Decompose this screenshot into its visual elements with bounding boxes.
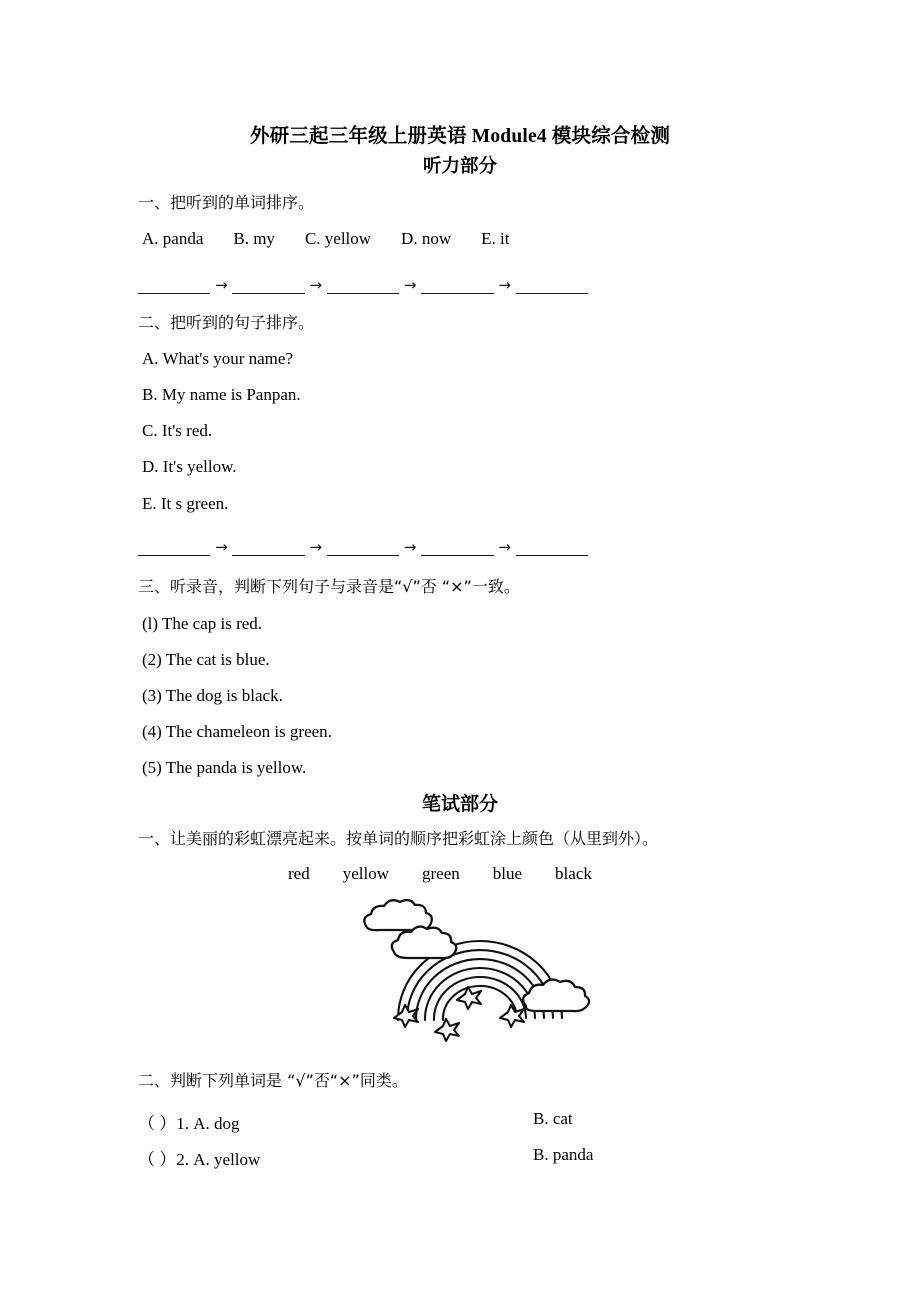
item-number: 1. <box>176 1114 189 1133</box>
arrow-right-icon: → <box>403 276 417 294</box>
bird-icon <box>435 1019 459 1041</box>
bird-icon <box>500 1005 524 1027</box>
written-q1-prompt: 一、让美丽的彩虹漂亮起来。按单词的顺序把彩虹涂上颜色（从里到外）。 <box>138 829 659 848</box>
rainbow-illustration <box>352 896 592 1048</box>
answer-blank[interactable] <box>516 279 588 294</box>
color-word: blue <box>492 864 523 883</box>
option-item: E. it <box>481 229 510 248</box>
answer-blank[interactable] <box>516 541 588 556</box>
answer-blank[interactable] <box>327 541 399 556</box>
listening-q2-answer-blanks[interactable] <box>138 534 588 556</box>
color-word: yellow <box>342 864 389 883</box>
arrow-right-icon: → <box>309 276 323 294</box>
listening-q3-item: (3) The dog is black. <box>142 686 283 705</box>
listening-q2-option-d: D. It's yellow. <box>142 457 237 476</box>
option-item: A. panda <box>142 229 204 248</box>
color-word: green <box>422 864 460 883</box>
answer-blank[interactable] <box>232 279 304 294</box>
item-number: 2. <box>176 1150 189 1169</box>
written-q2-row <box>138 1109 658 1134</box>
listening-section-heading: 听力部分 <box>422 156 497 177</box>
option-b: B. panda <box>533 1145 594 1164</box>
listening-q3-prompt: 三、听录音，判断下列句子与录音是“√”否 “×”一致。 <box>138 577 520 596</box>
option-item: B. my <box>233 229 275 248</box>
written-q1-color-words <box>288 864 592 884</box>
bird-icon <box>394 1005 418 1027</box>
arrow-right-icon: → <box>309 538 323 556</box>
answer-blank[interactable] <box>232 541 304 556</box>
listening-q3-item: (5) The panda is yellow. <box>142 758 307 777</box>
written-section-heading: 笔试部分 <box>421 793 498 815</box>
listening-q2-option-a: A. What's your name? <box>142 349 293 368</box>
listening-q2-option-c: C. It's red. <box>142 421 213 440</box>
option-a: A. yellow <box>193 1150 261 1169</box>
answer-blank[interactable] <box>138 279 210 294</box>
listening-q1-options <box>142 229 509 249</box>
arrow-right-icon: → <box>498 276 511 294</box>
color-word: black <box>555 864 592 883</box>
listening-q3-item: (4) The chameleon is green. <box>142 722 332 741</box>
listening-q3-item: (l) The cap is red. <box>142 614 263 633</box>
written-q2-prompt: 二、判断下列单词是 “√”否“×”同类。 <box>138 1071 408 1090</box>
answer-blank[interactable] <box>421 541 493 556</box>
written-q2-row <box>138 1145 658 1170</box>
answer-blank[interactable] <box>327 279 399 294</box>
option-b: B. cat <box>533 1109 573 1128</box>
color-word: red <box>288 864 310 883</box>
answer-bracket[interactable]: （ ） <box>138 1150 177 1169</box>
arrow-right-icon: → <box>498 538 511 556</box>
cloud-icon <box>392 927 457 959</box>
answer-blank[interactable] <box>138 541 210 556</box>
arrow-right-icon: → <box>215 538 228 556</box>
answer-bracket[interactable]: （ ） <box>138 1114 177 1133</box>
option-a: A. dog <box>193 1114 240 1133</box>
arrow-right-icon: → <box>215 276 228 294</box>
option-item: D. now <box>401 229 452 248</box>
listening-q1-answer-blanks[interactable] <box>138 272 588 294</box>
answer-blank[interactable] <box>421 279 493 294</box>
arrow-right-icon: → <box>403 538 417 556</box>
listening-q3-item: (2) The cat is blue. <box>142 650 270 669</box>
listening-q1-prompt: 一、把听到的单词排序。 <box>138 193 315 212</box>
listening-q2-option-b: B. My name is Panpan. <box>142 385 301 404</box>
rainbow-with-clouds-and-birds-icon <box>352 896 592 1048</box>
option-item: C. yellow <box>304 229 372 248</box>
listening-q2-prompt: 二、把听到的句子排序。 <box>138 313 315 332</box>
listening-q2-option-e: E. It s green. <box>142 494 229 513</box>
page-title: 外研三起三年级上册英语 Module4 模块综合检测 <box>249 126 671 147</box>
